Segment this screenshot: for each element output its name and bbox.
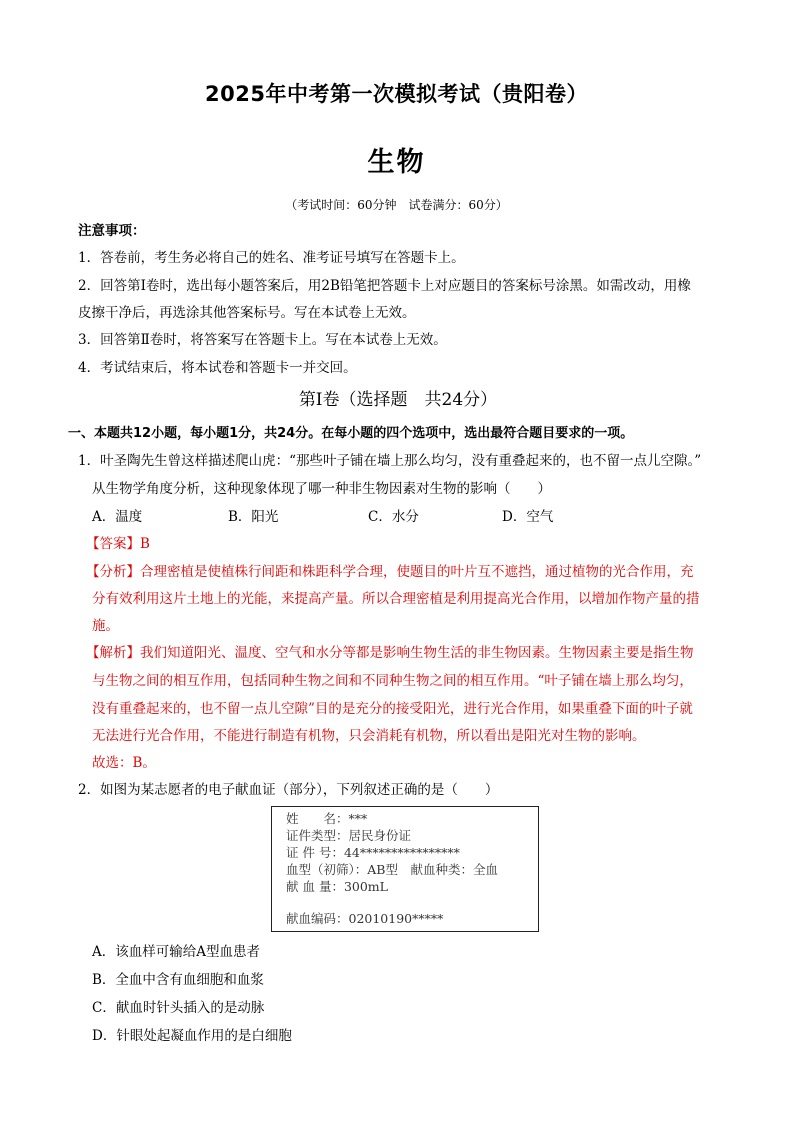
card-id-number: 证 件 号：44**************** — [286, 845, 460, 860]
q1-answer: 【答案】B — [86, 536, 150, 552]
q1-option-c: C．水分 — [368, 509, 419, 525]
q1-analysis-line-2: 分有效利用这片土地上的光能，来提高产量。所以合理密植是利用提高光合作用，以增加作物产量的措 — [92, 591, 700, 607]
blood-donation-certificate — [271, 806, 539, 932]
card-code: 献血编码：02010190***** — [286, 911, 444, 926]
notice-item-3: 3．回答第Ⅱ卷时，将答案写在答题卡上。写在本试卷上无效。 — [78, 332, 447, 348]
q2-option-b: B．全血中含有血细胞和血浆 — [92, 972, 264, 988]
q1-explanation-line-3: 没有重叠起来的，也不留一点儿空隙”目的是充分的接受阳光，进行光合作用，如果重叠下面的叶子就 — [92, 701, 693, 717]
q1-analysis-line-3: 施。 — [92, 618, 119, 634]
q1-stem-line-2: 从生物学角度分析，这种现象体现了哪一种非生物因素对生物的影响（ ） — [92, 481, 551, 497]
q1-explanation-line-1: 【解析】我们知道阳光、温度、空气和水分等都是影响生物生活的非生物因素。生物因素主要是指生物 — [86, 645, 694, 661]
card-id-type: 证件类型：居民身份证 — [286, 828, 412, 843]
notice-item-2: 2．回答第Ⅰ卷时，选出每小题答案后，用2B铅笔把答题卡上对应题目的答案标号涂黑。如需改动，用橡 — [78, 278, 691, 294]
section-title: 第Ⅰ卷（选择题 共24分） — [298, 390, 498, 410]
q1-option-a: A．温度 — [92, 509, 143, 525]
exam-info: （考试时间：60分钟 试卷满分：60分） — [285, 198, 508, 212]
q1-option-b: B．阳光 — [228, 509, 279, 525]
notice-item-4: 4．考试结束后，将本试卷和答题卡一并交回。 — [78, 360, 357, 376]
section-instruction: 一、本题共12小题，每小题1分，共24分。在每小题的四个选项中，选出最符合题目要求的一项。 — [68, 426, 634, 441]
page-title: 2025年中考第一次模拟考试（贵阳卷） — [205, 82, 588, 106]
notice-item-2-cont: 皮擦干净后，再选涂其他答案标号。写在本试卷上无效。 — [78, 305, 416, 321]
q1-conclusion: 故选：B。 — [92, 755, 156, 771]
notice-heading: 注意事项： — [78, 223, 146, 239]
notice-item-1: 1．答卷前，考生务必将自己的姓名、准考证号填写在答题卡上。 — [78, 250, 465, 266]
q2-stem: 2．如图为某志愿者的电子献血证（部分），下列叙述正确的是（ ） — [78, 782, 499, 798]
q1-stem-line-1: 1．叶圣陶先生曾这样描述爬山虎：“那些叶子铺在墙上那么均匀，没有重叠起来的，也不留一点儿空隙。” — [78, 453, 702, 469]
q1-explanation-line-4: 无法进行光合作用，不能进行制造有机物，只会消耗有机物，所以看出是阳光对生物的影响。 — [92, 728, 646, 744]
q1-option-d: D．空气 — [502, 509, 554, 525]
q2-option-d: D．针眼处起凝血作用的是白细胞 — [92, 1028, 292, 1044]
card-blood-type: 血型（初筛）：AB型 献血种类：全血 — [286, 862, 498, 877]
q2-option-c: C．献血时针头插入的是动脉 — [92, 1000, 265, 1016]
q1-analysis-line-1: 【分析】合理密植是使植株行间距和株距科学合理，使题目的叶片互不遮挡，通过植物的光合作用，充 — [86, 564, 694, 580]
q1-explanation-line-2: 与生物之间的相互作用，包括同种生物之间和不同种生物之间的相互作用。“叶子铺在墙上那么均匀， — [92, 673, 693, 689]
card-name: 姓 名：*** — [286, 811, 368, 826]
subject-title: 生物 — [367, 147, 426, 178]
card-volume: 献 血 量：300mL — [286, 879, 388, 894]
q2-option-a: A．该血样可输给A型血患者 — [92, 944, 260, 960]
